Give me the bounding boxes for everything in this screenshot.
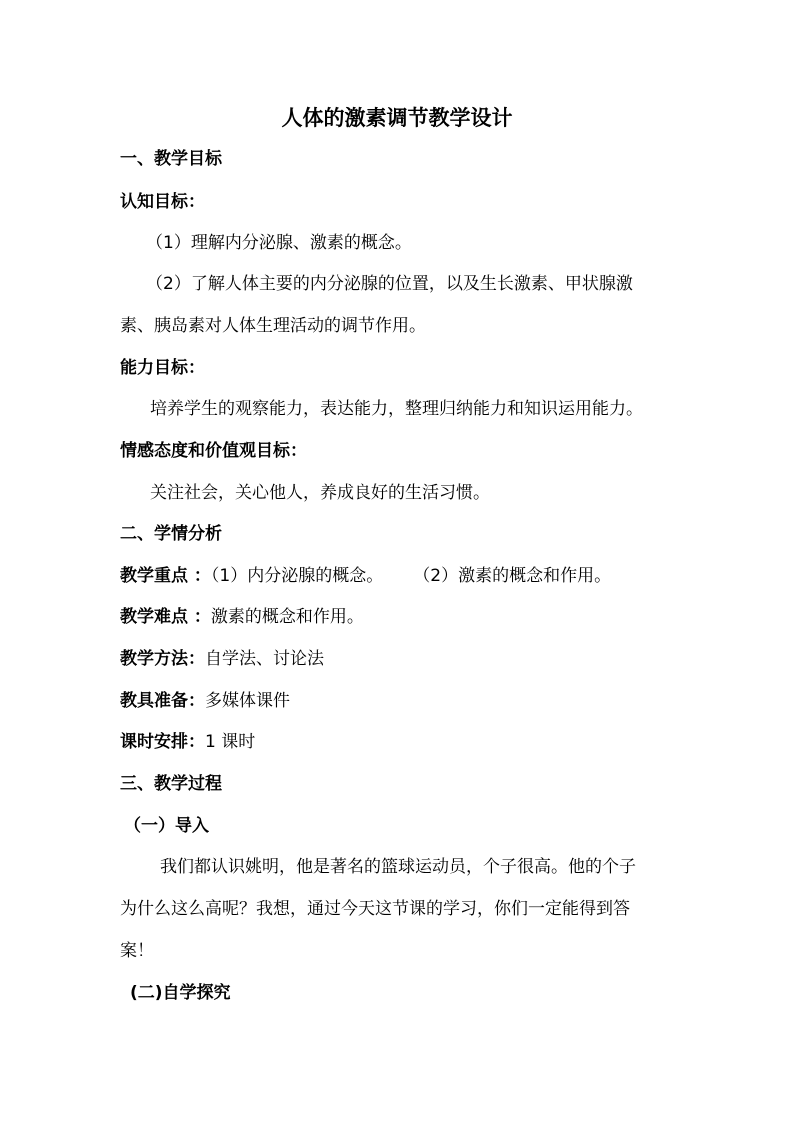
intro-line-2: 为什么这么高呢？我想，通过今天这节课的学习，你们一定能得到答 — [120, 899, 630, 919]
tools-row — [120, 690, 290, 712]
key-points-item-2: （2）激素的概念和作用。 — [413, 566, 612, 586]
section3-heading: 三、教学过程 — [120, 774, 222, 794]
part2-heading: (二)自学探究 — [130, 983, 231, 1003]
schedule-label: 课时安排： — [120, 732, 205, 752]
difficulties-label: 教学难点 ： — [120, 607, 211, 627]
schedule-text: 1 课时 — [205, 732, 256, 752]
part1-heading: （一）导入 — [124, 816, 209, 836]
ability-goal-text: 培养学生的观察能力，表达能力，整理归纳能力和知识运用能力。 — [150, 399, 643, 419]
tools-text: 多媒体课件 — [205, 691, 290, 711]
key-points-row — [120, 565, 611, 587]
tools-label: 教具准备： — [120, 691, 205, 711]
emotion-goal-text: 关注社会，关心他人，养成良好的生活习惯。 — [150, 483, 490, 503]
methods-row — [120, 648, 324, 670]
ability-goal-label: 能力目标： — [120, 358, 205, 378]
cognitive-item-1: （1）理解内分泌腺、激素的概念。 — [146, 233, 412, 253]
intro-line-1: 我们都认识姚明，他是著名的篮球运动员，个子很高。他的个子 — [160, 857, 636, 877]
cognitive-goal-label: 认知目标： — [120, 192, 205, 212]
difficulties-row — [120, 606, 364, 628]
schedule-row — [120, 731, 255, 753]
methods-text: 自学法、讨论法 — [205, 649, 324, 669]
difficulties-text: 激素的概念和作用。 — [210, 607, 364, 627]
document-title: 人体的激素调节教学设计 — [281, 106, 513, 130]
methods-label: 教学方法： — [120, 649, 205, 669]
intro-line-3: 案！ — [120, 941, 154, 961]
key-points-label: 教学重点 ： — [120, 566, 211, 586]
section2-heading: 二、学情分析 — [120, 524, 222, 544]
key-points-item-1: （1）内分泌腺的概念。 — [210, 566, 384, 586]
cognitive-item-2-line-1: （2）了解人体主要的内分泌腺的位置，以及生长激素、甲状腺激 — [146, 274, 633, 294]
cognitive-item-2-line-2: 素、胰岛素对人体生理活动的调节作用。 — [120, 316, 426, 336]
section1-heading: 一、教学目标 — [120, 149, 222, 169]
emotion-goal-label: 情感态度和价值观目标： — [120, 441, 307, 461]
